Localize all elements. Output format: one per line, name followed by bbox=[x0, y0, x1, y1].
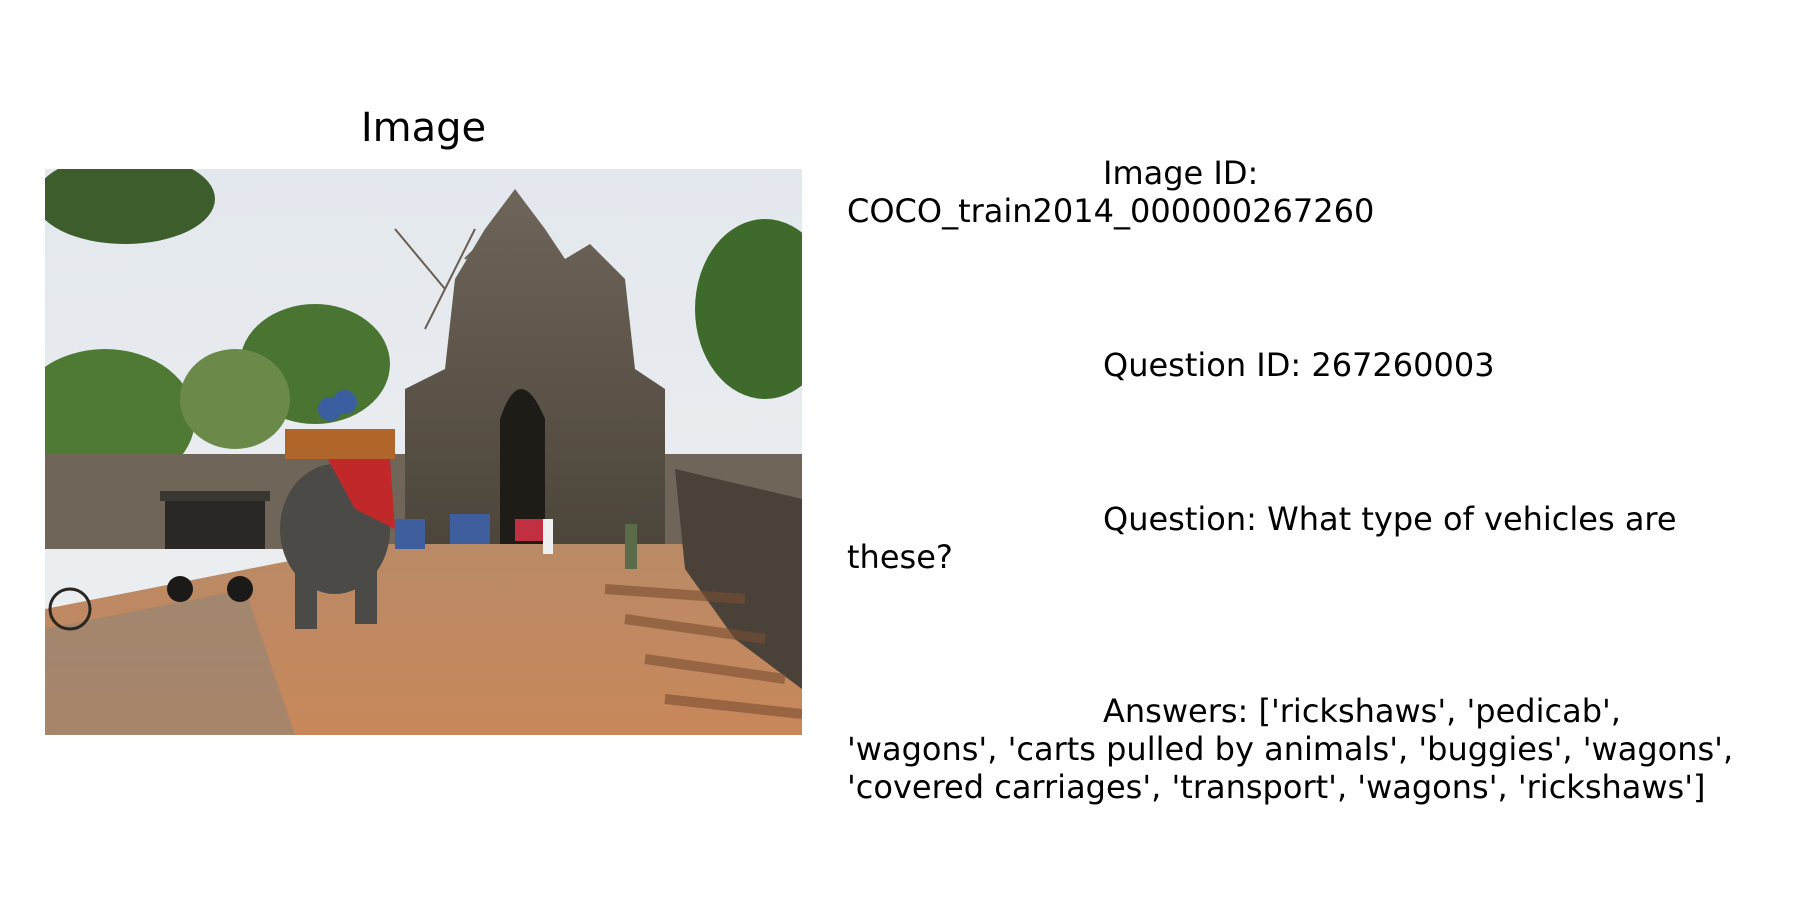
rickshaw-farthest bbox=[515, 519, 543, 541]
answers-line-1: Answers: ['rickshaws', 'pedicab', bbox=[1103, 692, 1621, 730]
rickshaw-far bbox=[450, 514, 490, 544]
image-id-block bbox=[847, 154, 1787, 230]
image-id-value: COCO_train2014_000000267260 bbox=[847, 192, 1375, 230]
photo-illustration bbox=[45, 169, 802, 735]
question-info bbox=[847, 78, 1787, 900]
rickshaw-roof bbox=[160, 491, 270, 501]
pedestrian bbox=[543, 519, 553, 554]
elephant-howdah bbox=[285, 429, 395, 459]
image-panel-title: Image bbox=[360, 105, 487, 151]
photo-scene-icon bbox=[45, 169, 802, 735]
question-line-1: Question: What type of vehicles are bbox=[1103, 500, 1677, 538]
elephant-leg-2 bbox=[355, 549, 377, 624]
question-id-block bbox=[847, 346, 1787, 384]
tree-mid bbox=[180, 349, 290, 449]
rickshaw-wheel-2 bbox=[227, 576, 253, 602]
hiker bbox=[625, 524, 637, 569]
rider-2 bbox=[333, 390, 357, 414]
elephant-leg bbox=[295, 549, 317, 629]
image-id-label: Image ID: bbox=[1103, 154, 1259, 192]
rickshaw-left bbox=[165, 499, 265, 549]
rickshaw-wheel bbox=[167, 576, 193, 602]
answers-line-2: 'wagons', 'carts pulled by animals', 'buggies', 'wagons', bbox=[847, 730, 1734, 768]
question-line-2: these? bbox=[847, 538, 953, 576]
answers-line-3: 'covered carriages', 'transport', 'wagons', 'rickshaws'] bbox=[847, 768, 1706, 806]
answers-block bbox=[847, 692, 1787, 806]
rickshaw-mid bbox=[395, 519, 425, 549]
question-block bbox=[847, 500, 1787, 576]
question-id: Question ID: 267260003 bbox=[1103, 346, 1495, 384]
